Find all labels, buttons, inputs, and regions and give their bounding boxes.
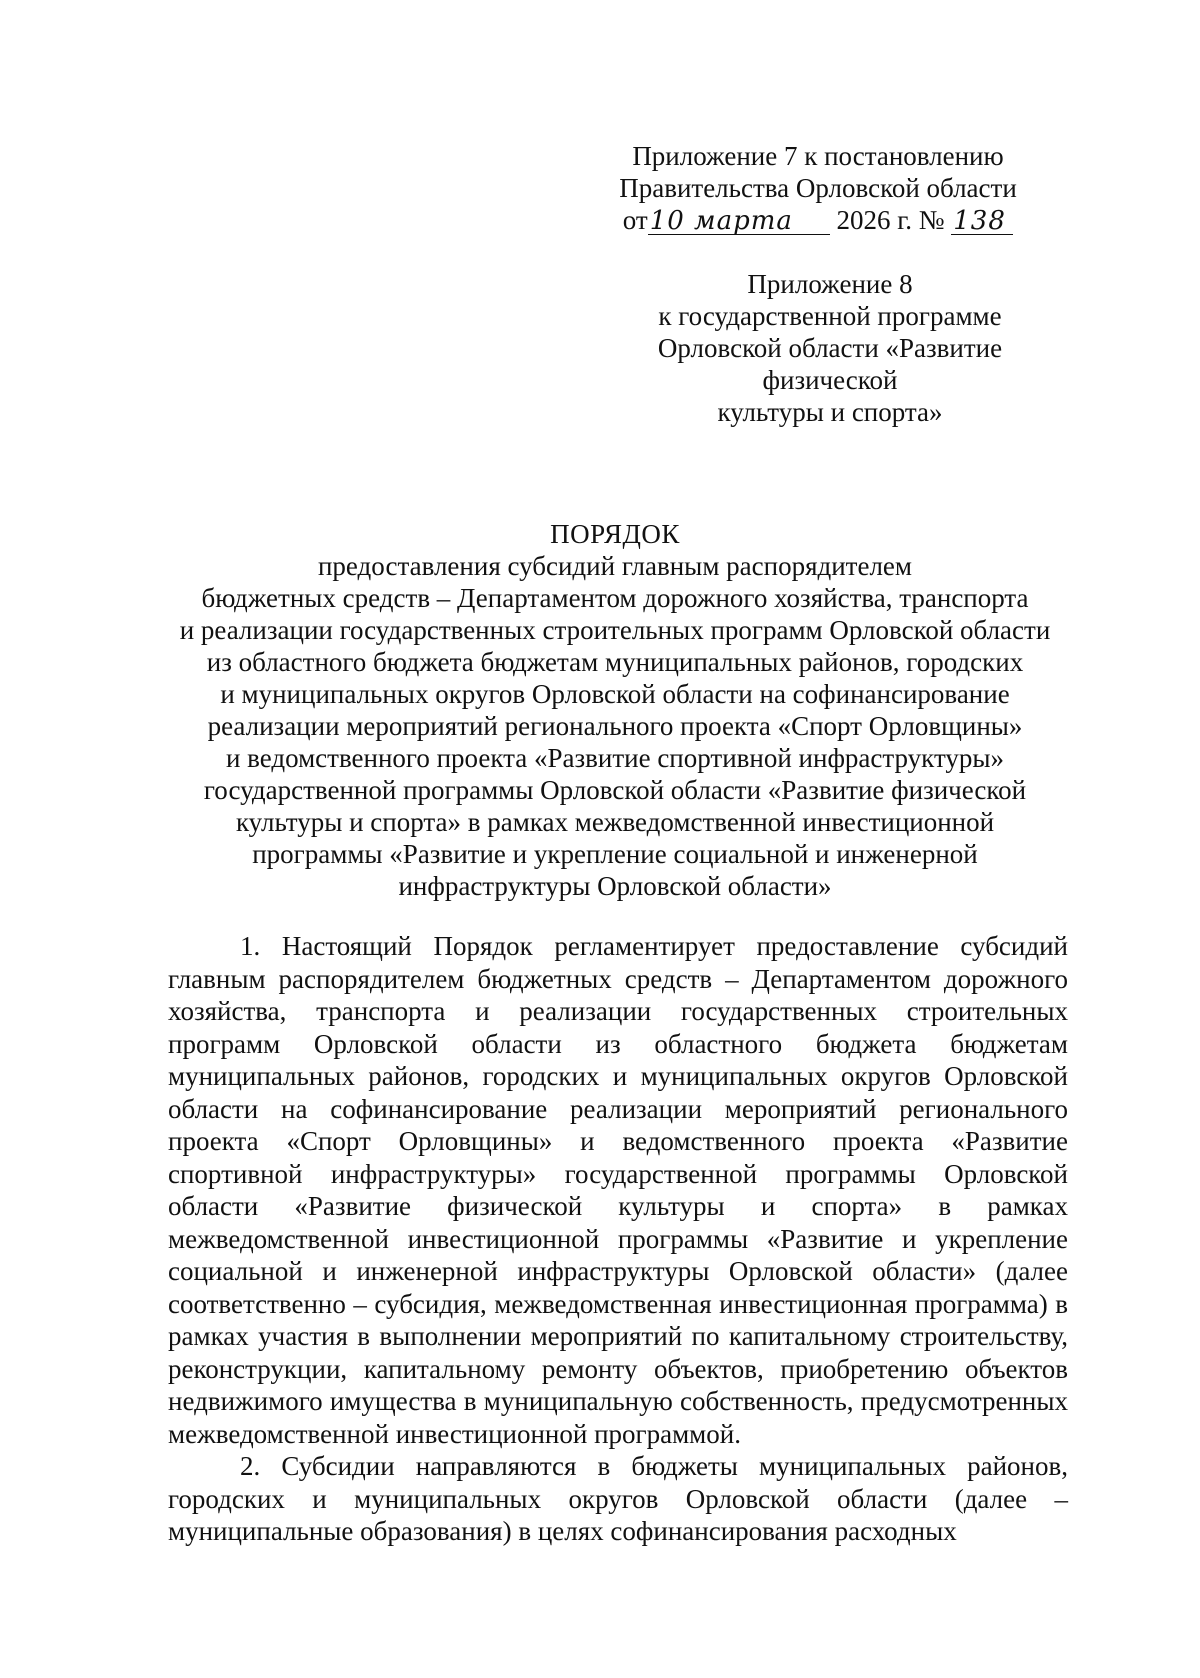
title-heading: ПОРЯДОК — [550, 519, 680, 549]
title-line: культуры и спорта» в рамках межведомственной инвестиционной — [235, 807, 995, 837]
title-line: из областного бюджета бюджетам муниципальных районов, городских — [206, 647, 1024, 677]
annex-8-header — [590, 268, 1070, 428]
handwritten-date: 10 марта — [648, 208, 830, 235]
title-line: и реализации государственных строительных программ Орловской области — [179, 615, 1051, 645]
document-title — [140, 518, 1090, 902]
annex-8-line: культуры и спорта» — [717, 397, 943, 427]
title-line: инфраструктуры Орловской области» — [398, 871, 832, 901]
paragraph-2: 2. Субсидии направляются в бюджеты муниципальных районов, городских и муниципальных округов Орловской области (далее – муниципальные образования) в целях софинансирования расходных — [168, 1451, 1068, 1546]
title-line: реализации мероприятий регионального проекта «Спорт Орловщины» — [207, 711, 1023, 741]
annex-7-line-1: Приложение 7 к постановлению — [632, 141, 1004, 171]
document-body — [168, 930, 1068, 1548]
title-line: государственной программы Орловской области «Развитие физической — [203, 775, 1027, 805]
annex-8-line: к государственной программе — [658, 301, 1002, 331]
annex-7-line-2: Правительства Орловской области — [619, 173, 1017, 203]
date-prefix: от — [622, 205, 648, 235]
title-line: и муниципальных округов Орловской области на софинансирование — [220, 679, 1010, 709]
title-line: и ведомственного проекта «Развитие спортивной инфраструктуры» — [225, 743, 1005, 773]
year-text: 2026 г. № — [836, 205, 945, 235]
annex-8-line: Орловской области «Развитие физической — [657, 333, 1003, 395]
paragraph-1: 1. Настоящий Порядок регламентирует предоставление субсидий главным распорядителем бюджетных средств – Департаментом дорожного хозяйства, транспорта и реализации государственных строительных программ Орловской области из областного бюджета бюджетам муниципальных районов, городских и муниципальных округов Орловской области на софинансирование реализации мероприятий регионального проекта «Спорт Орловщины» и ведомственного проекта «Развитие спортивной инфраструктуры» государственной программы Орловской области «Развитие физической культуры и спорта» в рамках межведомственной инвестиционной программы «Развитие и укрепление социальной и инженерной инфраструктуры Орловской области» (далее соответственно – субсидия, межведомственная инвестиционная программа) в рамках участия в выполнении мероприятий по капитальному строительству, реконструкции, капитальному ремонту объектов, приобретению объектов недвижимого имущества в муниципальную собственность, предусмотренных межведомственной инвестиционной программой. — [168, 931, 1068, 1449]
title-line: программы «Развитие и укрепление социальной и инженерной — [252, 839, 978, 869]
annex-8-line: Приложение 8 — [747, 269, 913, 299]
annex-7-header — [588, 140, 1048, 236]
title-line: бюджетных средств – Департаментом дорожного хозяйства, транспорта — [201, 583, 1029, 613]
annex-7-date-line — [588, 204, 1048, 236]
handwritten-number: 138 — [951, 208, 1013, 235]
title-line: предоставления субсидий главным распорядителем — [317, 551, 912, 581]
